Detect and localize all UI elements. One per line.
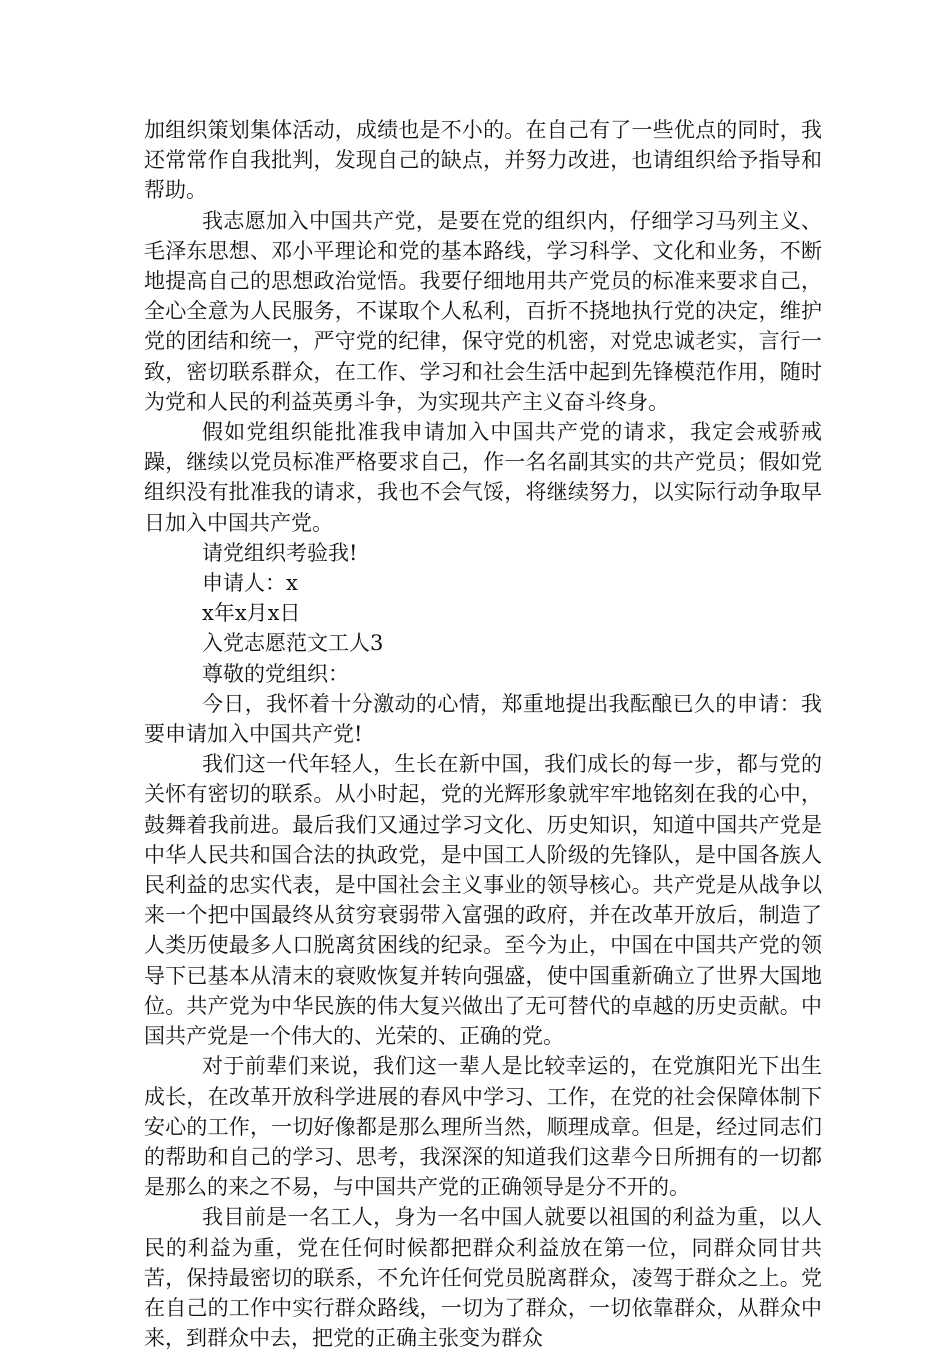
salutation: 尊敬的党组织： [202, 661, 349, 686]
paragraph-intro: 今日，我怀着十分激动的心情，郑重地提出我酝酿已久的申请：我要申请加入中国共产党! [144, 691, 822, 747]
paragraph-continuation: 加组织策划集体活动，成绩也是不小的。在自己有了一些优点的同时，我还常常作自我批判，发现自己的缺点，并努力改进，也请组织给予指导和帮助。 [144, 118, 822, 203]
applicant-line: 申请人：x [202, 571, 298, 596]
paragraph-volunteer: 我志愿加入中国共产党，是要在党的组织内，仔细学习马列主义、毛泽东思想、邓小平理论和党的基本路线，学习科学、文化和业务，不断地提高自己的思想政治觉悟。我要仔细地用共产党员的标准来要求自己，全心全意为人民服务，不谋取个人私利，百折不挠地执行党的决定，维护党的团结和统一，严守党的纪律，保守党的机密，对党忠诚老实，言行一致，密切联系群众，在工作、学习和社会生活中起到先锋模范作用，随时为党和人民的利益英勇斗争，为实现共产主义奋斗终身。 [144, 208, 822, 414]
paragraph-predecessors: 对于前辈们来说，我们这一辈人是比较幸运的，在党旗阳光下出生成长，在改革开放科学进展的春风中学习、工作，在党的社会保障体制下安心的工作，一切好像都是那么理所当然，顺理成章。但是，经过同志们的帮助和自己的学习、思考，我深深的知道我们这辈今日所拥有的一切都是那么的来之不易，与中国共产党的正确领导是分不开的。 [144, 1054, 822, 1200]
paragraph-worker: 我目前是一名工人，身为一名中国人就要以祖国的利益为重，以人民的利益为重，党在任何时候都把群众利益放在第一位，同群众同甘共苦，保持最密切的联系，不允许任何党员脱离群众，凌驾于群众之上。党在自己的工作中实行群众路线，一切为了群众，一切依靠群众，从群众中来，到群众中去，把党的正确主张变为群众 [144, 1205, 822, 1351]
paragraph-generation: 我们这一代年轻人，生长在新中国，我们成长的每一步，都与党的关怀有密切的联系。从小时起，党的光辉形象就牢牢地铭刻在我的心中，鼓舞着我前进。最后我们又通过学习文化、历史知识，知道中国共产党是中华人民共和国合法的执政党，是中国工人阶级的先锋队，是中国各族人民利益的忠实代表，是中国社会主义事业的领导核心。共产党是从战争以来一个把中国最终从贫穷衰弱带入富强的政府，并在改革开放后，制造了人类历使最多人口脱离贫困线的纪录。至今为止，中国在中国共产党的领导下已基本从清末的衰败恢复并转向强盛，使中国重新确立了世界大国地位。共产党为中华民族的伟大复兴做出了无可替代的卓越的历史贡献。中国共产党是一个伟大的、光荣的、正确的党。 [144, 752, 822, 1049]
document-body [144, 115, 822, 1353]
section-title: 入党志愿范文工人3 [202, 631, 384, 656]
date-line: x年x月x日 [202, 601, 301, 626]
closing-line: 请党组织考验我! [202, 540, 358, 565]
paragraph-request: 假如党组织能批准我申请加入中国共产党的请求，我定会戒骄戒躁，继续以党员标准严格要求自己，作一名名副其实的共产党员；假如党组织没有批准我的请求，我也不会气馁，将继续努力，以实际行动争取早日加入中国共产党。 [144, 420, 822, 535]
